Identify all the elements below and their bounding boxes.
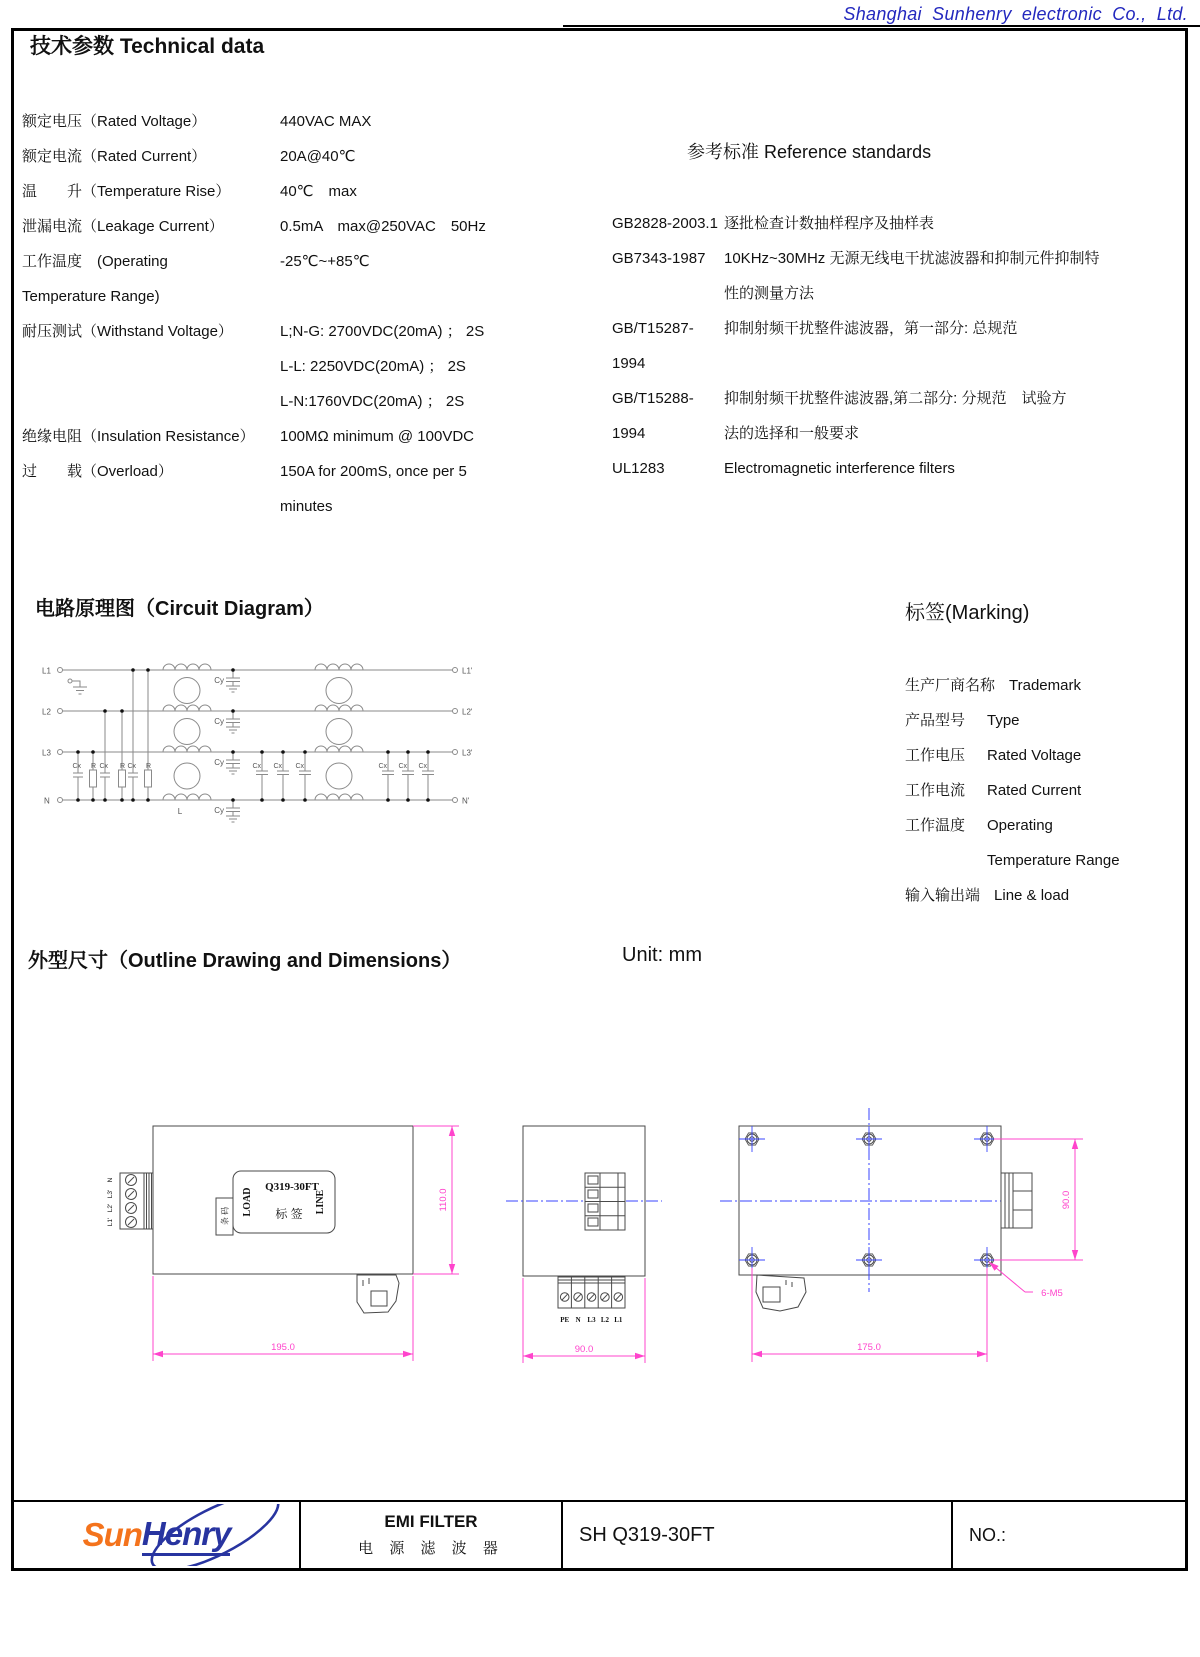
table-row — [22, 489, 600, 524]
table-row — [22, 384, 600, 419]
marking-cn: 生产厂商名称 — [905, 677, 996, 694]
param-label: 绝缘电阻（Insulation Resistance） — [22, 428, 255, 445]
param-value: 100MΩ minimum @ 100VDC — [280, 428, 474, 445]
terminal-label: N — [107, 1177, 114, 1183]
plate-line: LINE — [315, 1189, 326, 1215]
marking-item — [905, 843, 1120, 878]
standard-desc: 逐批检查计数抽样程序及抽样表 — [724, 215, 935, 232]
terminal-label: N — [575, 1316, 581, 1324]
model-cell: SH Q319-30FT — [561, 1502, 951, 1568]
dim-width: 90.0 — [574, 1344, 594, 1355]
terminal-label: N — [44, 796, 50, 806]
terminal-label: PE — [560, 1316, 570, 1324]
table-row — [22, 244, 600, 279]
marking-cn: 产品型号 — [905, 712, 966, 729]
dim-height: 110.0 — [438, 1188, 449, 1212]
standard-desc-2: 法的选择和一般要求 — [724, 425, 860, 442]
standard-item — [612, 311, 1192, 381]
marking-item — [905, 668, 1120, 703]
marking-en: Type — [987, 712, 1020, 729]
reference-standards-title: 参考标准 Reference standards — [687, 142, 932, 162]
logo-text-henry: Henry — [142, 1515, 231, 1556]
param-value: 440VAC MAX — [280, 113, 372, 130]
dim-hole-span-h: 175.0 — [857, 1342, 881, 1353]
outline-title: 外型尺寸（Outline Drawing and Dimensions） — [28, 950, 462, 972]
company-header: Shanghai Sunhenry electronic Co., Ltd. — [843, 4, 1188, 24]
standard-item — [612, 241, 1192, 311]
param-value: -25℃~+85℃ — [280, 253, 370, 270]
cx-label: Cx — [398, 763, 407, 770]
l-label: L — [177, 807, 183, 816]
dim-holes: 6-M5 — [1041, 1288, 1063, 1299]
param-label — [22, 384, 280, 419]
marking-list — [905, 668, 1120, 913]
param-value: 150A for 200mS, once per 5 — [280, 463, 467, 480]
r-label: R — [91, 763, 97, 770]
terminal-label: L2 — [600, 1316, 609, 1324]
front-terminal-strip — [558, 1277, 625, 1308]
terminal-label: L1 — [42, 666, 51, 676]
outline-bottom-view — [720, 1108, 1083, 1362]
marking-item — [905, 878, 1120, 913]
side-terminal-labels — [107, 1177, 114, 1226]
marking-item — [905, 808, 1120, 843]
dim-hole-span-v: 90.0 — [1061, 1190, 1072, 1210]
terminal-label: L2' — [107, 1203, 114, 1213]
table-row — [22, 139, 600, 174]
table-row — [22, 279, 600, 314]
r-label: R — [146, 763, 152, 770]
dim-110 — [413, 1126, 459, 1274]
table-row — [22, 104, 600, 139]
dim-195 — [153, 1276, 413, 1361]
circuit-diagram — [40, 628, 480, 828]
logo-text-sun: Sun — [82, 1516, 142, 1553]
cy-label: Cy — [214, 806, 224, 815]
marking-item — [905, 703, 1120, 738]
outline-unit: Unit: mm — [622, 944, 702, 966]
param-label: 过 载（Overload） — [22, 463, 173, 480]
standard-code: GB2828-2003.1 — [612, 215, 718, 232]
standard-item — [612, 206, 1192, 241]
param-label: 额定电流（Rated Current） — [22, 148, 207, 165]
dim-length: 195.0 — [271, 1342, 295, 1353]
plate-load: LOAD — [242, 1187, 253, 1217]
param-value: L-N:1760VDC(20mA) ； 2S — [280, 393, 465, 410]
terminal-label: L3' — [107, 1189, 114, 1199]
standard-item — [612, 381, 1192, 451]
standard-desc: Electromagnetic interference filters — [724, 460, 955, 477]
standard-item — [612, 451, 1192, 486]
r-label: R — [120, 763, 126, 770]
table-row — [22, 314, 600, 349]
marking-en: Operating — [987, 817, 1053, 834]
terminal-label: L1' — [107, 1217, 114, 1227]
table-row — [22, 454, 600, 489]
marking-cn: 输入输出端 — [905, 887, 981, 904]
standard-desc-2: 性的测量方法 — [724, 285, 815, 302]
logo-cell — [14, 1502, 299, 1568]
param-label: 泄漏电流（Leakage Current） — [22, 218, 224, 235]
param-value: 40℃ max — [280, 183, 357, 200]
technical-parameters-table — [22, 104, 600, 524]
circuit-wires — [58, 664, 458, 822]
footer-titleblock — [14, 1500, 1185, 1568]
marking-en: Trademark — [1009, 677, 1081, 694]
product-cell — [299, 1502, 561, 1568]
param-label: Temperature Range) — [22, 288, 160, 305]
marking-en: Line & load — [994, 887, 1070, 904]
product-name-en: EMI FILTER — [384, 1512, 478, 1531]
outline-drawing — [80, 1040, 1130, 1400]
cy-label: Cy — [214, 717, 224, 726]
param-label: 额定电压（Rated Voltage） — [22, 113, 207, 130]
dim-175 — [752, 1268, 987, 1362]
terminal-label: L1' — [462, 666, 473, 676]
param-value — [280, 279, 600, 314]
cx-label: Cx — [99, 763, 108, 770]
sunhenry-logo — [83, 1506, 231, 1564]
outline-top-view — [107, 1126, 459, 1361]
table-row — [22, 349, 600, 384]
junction-dots — [76, 668, 430, 802]
param-label: 温 升（Temperature Rise） — [22, 183, 231, 200]
standard-desc: 抑制射频干扰整件滤波器，第一部分: 总规范 — [724, 320, 1018, 337]
table-row — [22, 419, 600, 454]
terminal-label: L2' — [462, 707, 473, 717]
terminal-label: L3 — [587, 1316, 596, 1324]
table-row — [22, 174, 600, 209]
standard-desc: 10KHz~30MHz 无源无线电干扰滤波器和抑制元件抑制特 — [724, 250, 1100, 267]
cx-label: Cx — [418, 763, 427, 770]
param-value: 0.5mA max@250VAC 50Hz — [280, 218, 486, 235]
marking-cn: 工作电流 — [905, 782, 966, 799]
cx-label: Cx — [273, 763, 282, 770]
marking-cn: 工作电压 — [905, 747, 966, 764]
param-value: 20A@40℃ — [280, 148, 356, 165]
plate-barcode: 条 码 — [220, 1206, 230, 1226]
marking-cn: 工作温度 — [905, 817, 966, 834]
param-label — [22, 349, 280, 384]
marking-en: Rated Current — [987, 782, 1082, 799]
standard-code: GB7343-1987 — [612, 250, 706, 267]
param-value: L-L: 2250VDC(20mA) ； 2S — [280, 358, 466, 375]
terminal-label: N' — [462, 796, 470, 806]
cy-label: Cy — [214, 758, 224, 767]
plate-model: Q319-30FT — [265, 1181, 319, 1193]
standard-desc: 抑制射频干扰整件滤波器,第二部分: 分规范 试验方 — [724, 390, 1067, 407]
cx-label: Cx — [378, 763, 387, 770]
param-label: 耐压测试（Withstand Voltage） — [22, 323, 233, 340]
cx-label: Cx — [295, 763, 304, 770]
standard-code: GB/T15287-1994 — [612, 320, 694, 372]
side-terminal-block — [1001, 1173, 1032, 1228]
technical-data-title: 技术参数 Technical data — [30, 35, 265, 58]
param-value: minutes — [280, 498, 333, 515]
terminal-label: L2 — [42, 707, 51, 717]
marking-en: Temperature Range — [987, 852, 1120, 869]
product-name-cn: 电 源 滤 波 器 — [358, 1540, 504, 1557]
param-label: 工作温度 (Operating — [22, 253, 168, 270]
cx-label: Cx — [72, 763, 81, 770]
outline-end-view — [506, 1126, 662, 1363]
terminal-label: L1 — [614, 1316, 623, 1324]
table-row — [22, 209, 600, 244]
param-label — [22, 489, 280, 524]
marking-item — [905, 773, 1120, 808]
marking-title: 标签(Marking) — [905, 602, 1030, 624]
terminal-label: L3 — [42, 748, 51, 758]
param-value: L;N-G: 2700VDC(20mA) ； 2S — [280, 323, 485, 340]
standard-code: GB/T15288-1994 — [612, 390, 694, 442]
cy-label: Cy — [214, 676, 224, 685]
marking-item — [905, 738, 1120, 773]
standard-code: UL1283 — [612, 460, 665, 477]
number-cell: NO.: — [951, 1502, 1183, 1568]
end-terminal-block — [585, 1173, 625, 1230]
reference-standards-list — [612, 206, 1192, 486]
terminal-label: L3' — [462, 748, 473, 758]
marking-en: Rated Voltage — [987, 747, 1082, 764]
cx-label: Cx — [127, 763, 136, 770]
plate-label-cn: 标 签 — [275, 1207, 303, 1221]
circuit-diagram-title: 电路原理图（Circuit Diagram） — [35, 598, 324, 620]
marking-cn — [905, 843, 973, 878]
cx-label: Cx — [252, 763, 261, 770]
header-rule — [563, 25, 1200, 27]
